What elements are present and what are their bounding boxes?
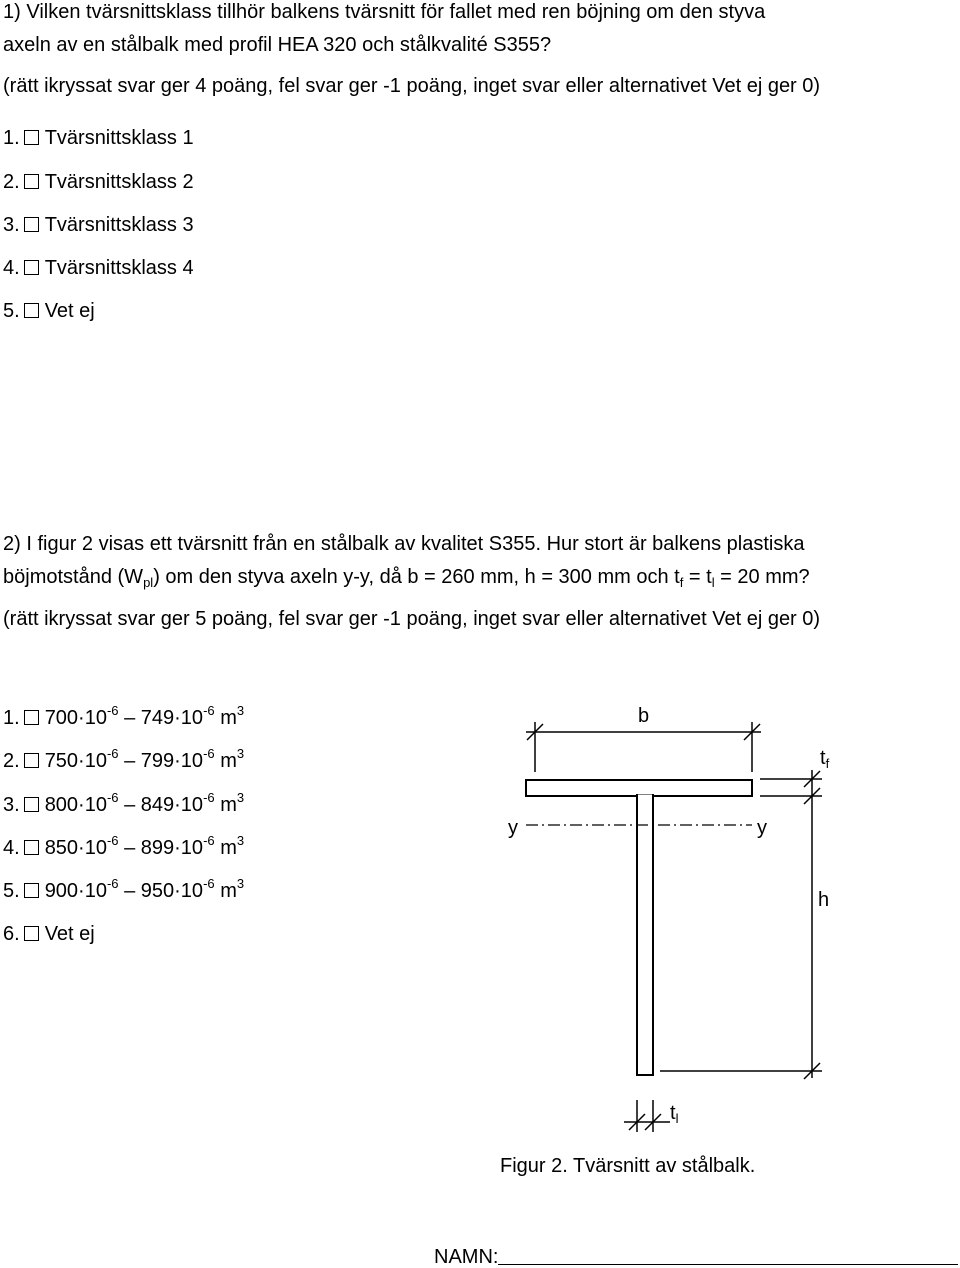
label-b: b (638, 705, 650, 727)
q1-option-4[interactable]: 4. Tvärsnittsklass 4 (3, 257, 194, 279)
label-tf: $t_f$ (820, 747, 830, 771)
name-underline[interactable] (498, 1248, 958, 1265)
b-dimension-line (526, 722, 761, 772)
tl-dimension-line (624, 1100, 670, 1132)
q1-scoring: (rätt ikryssat svar ger 4 poäng, fel svar ger -1 poäng, inget svar eller alternativet Vet ej ger 0) (3, 75, 821, 97)
q2-scoring: (rätt ikryssat svar ger 5 poäng, fel svar ger -1 poäng, inget svar eller alternativet Vet ej ger 0) (3, 608, 821, 630)
q1-option-3[interactable]: 3. Tvärsnittsklass 3 (3, 214, 194, 236)
name-label: NAMN: (434, 1246, 499, 1268)
q1-text-line1: 1) Vilken tvärsnittsklass tillhör balkens tvärsnitt för fallet med ren böjning om den styva (3, 1, 766, 23)
q2-text-line1: 2) I figur 2 visas ett tvärsnitt från en stålbalk av kvalitet S355. Hur stort är balkens plastiska (3, 533, 805, 555)
name-field[interactable] (434, 1247, 958, 1267)
q2-option-2[interactable]: 2. $750\cdot 10^{-6} - 799\cdot 10^{-6}$ $m^3$ (3, 746, 245, 772)
q2-option-1[interactable]: 1. $700\cdot 10^{-6} - 749\cdot 10^{-6}$ $m^3$ (3, 703, 245, 729)
q2-option-6[interactable]: 6. Vet ej (3, 923, 95, 945)
q2-text-line2: böjmotstånd $(W_{pl})$ om den styva axeln y-y, då b = 260 mm, h = 300 mm och $t_f = t_l = 20$ mm? (3, 566, 810, 590)
q2-option-4[interactable]: 4. $850\cdot 10^{-6} - 899\cdot 10^{-6}$ $m^3$ (3, 833, 245, 859)
label-h: h (818, 889, 830, 911)
q1-text-line2: axeln av en stålbalk med profil HEA 320 och stålkvalité S355? (3, 34, 552, 56)
label-tl: $t_l$ (670, 1102, 679, 1126)
flange (526, 780, 752, 796)
q2-option-3[interactable]: 3. $800\cdot 10^{-6} - 849\cdot 10^{-6}$ $m^3$ (3, 790, 245, 816)
label-y-right: y (757, 817, 767, 839)
web (637, 795, 653, 1075)
q1-option-1[interactable]: 1. Tvärsnittsklass 1 (3, 127, 194, 149)
q2-option-5[interactable]: 5. $900\cdot 10^{-6} - 950\cdot 10^{-6}$ $m^3$ (3, 876, 245, 902)
label-y-left: y (508, 817, 518, 839)
q1-option-2[interactable]: 2. Tvärsnittsklass 2 (3, 171, 194, 193)
h-dimension-line (660, 770, 822, 1079)
q1-option-5[interactable]: 5. Vet ej (3, 300, 95, 322)
figure-caption: Figur 2. Tvärsnitt av stålbalk. (500, 1155, 756, 1177)
